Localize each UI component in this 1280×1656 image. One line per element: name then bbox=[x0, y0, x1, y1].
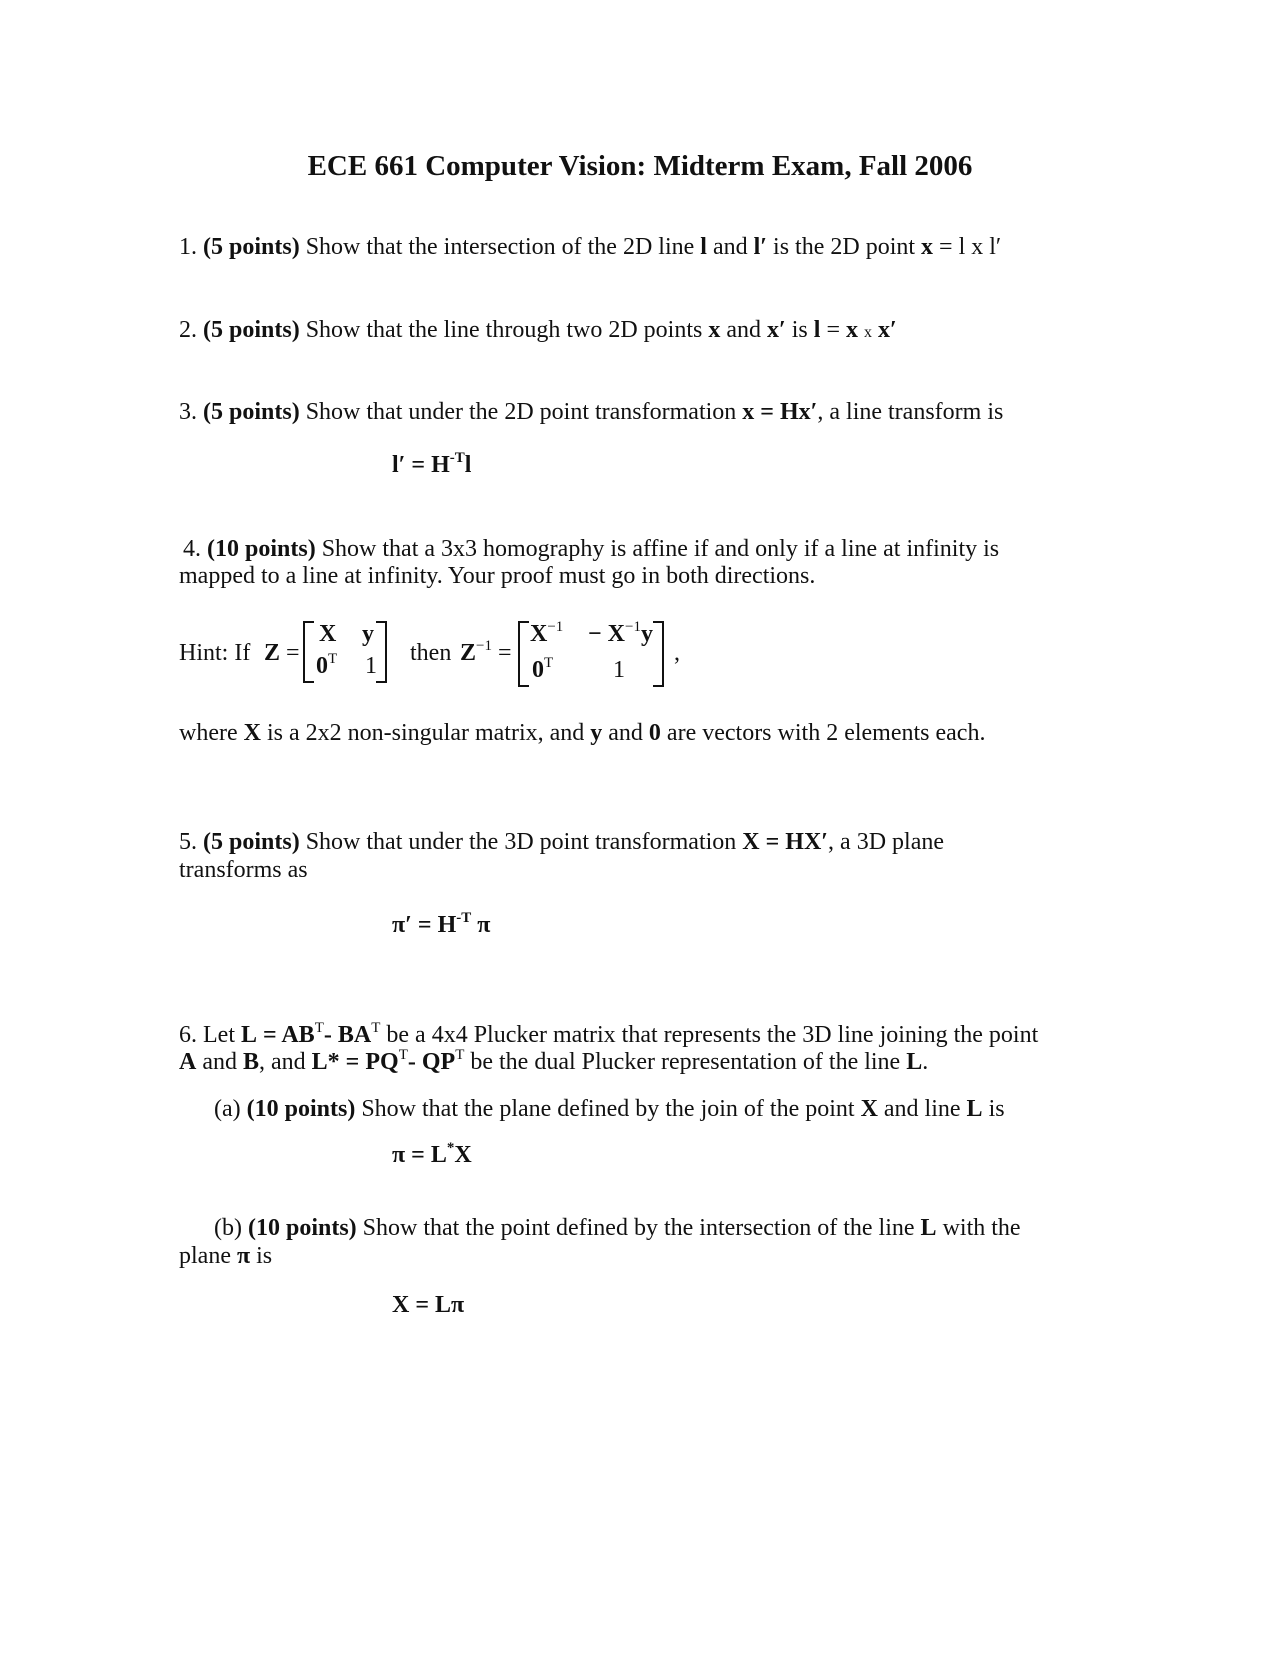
hint-zinv-sup: −1 bbox=[476, 638, 492, 654]
q6-B: B bbox=[243, 1049, 260, 1075]
q1-text: Show that the intersection of the 2D line bbox=[305, 234, 695, 260]
q4-hint-label: Hint: If bbox=[179, 640, 251, 666]
q5-points: (5 points) bbox=[203, 829, 300, 855]
q4-where-line bbox=[179, 719, 985, 747]
matrix-zinv-cell-a: X bbox=[530, 621, 548, 647]
matrix-z-left-bracket bbox=[303, 621, 314, 683]
q5-text: Show that under the 3D point transformation bbox=[305, 829, 737, 855]
question-6a bbox=[214, 1095, 1005, 1123]
matrix-z-cell-c: 0 bbox=[316, 653, 328, 679]
matrix-zinv-cell-a-sup: −1 bbox=[547, 619, 564, 635]
matrix-zinv-cell-d: 1 bbox=[613, 657, 625, 683]
q6-L-end: L bbox=[906, 1049, 923, 1075]
q6-text-c: be the dual Plucker representation of the line bbox=[470, 1049, 901, 1075]
q6a-eq-lhs: π = L bbox=[392, 1142, 447, 1168]
matrix-zinv-cell-b-post: y bbox=[640, 621, 653, 647]
q2-eq-l: l bbox=[813, 317, 821, 343]
q2-eq-x: x bbox=[845, 317, 858, 343]
q6b-label: (b) bbox=[214, 1215, 242, 1241]
q6-number: 6. bbox=[179, 1022, 197, 1048]
q6b-plane: plane bbox=[179, 1243, 231, 1269]
where-b: is a 2x2 non-singular matrix, and bbox=[266, 720, 585, 746]
q6-minus1: - BA bbox=[323, 1022, 372, 1048]
q6-A: A bbox=[179, 1049, 197, 1075]
q5-eq-sup: -T bbox=[456, 910, 472, 926]
q6-minus2: - QP bbox=[407, 1049, 456, 1075]
q6a-eq-sup: * bbox=[446, 1140, 455, 1156]
matrix-z-cell-b: y bbox=[362, 621, 374, 647]
q4-points: (10 points) bbox=[207, 536, 316, 562]
matrix-zinv-cell-c: 0 bbox=[532, 657, 544, 683]
matrix-zinv-cell-b-pre: − X bbox=[588, 621, 626, 647]
q1-eq-rest: = l x l′ bbox=[939, 234, 1002, 260]
q6-sup-t3: T bbox=[398, 1047, 408, 1063]
matrix-zinv-cell-c-sup: T bbox=[544, 655, 554, 671]
q2-point-xprime: x′ bbox=[767, 317, 786, 343]
q3-inline-equation: x = Hx′ bbox=[742, 399, 818, 425]
hint-eq-1: = bbox=[286, 640, 300, 666]
q6a-eq-rhs: X bbox=[454, 1142, 472, 1168]
q6a-and-line: and line bbox=[883, 1096, 961, 1122]
q1-points: (5 points) bbox=[203, 234, 300, 260]
matrix-z-right-bracket bbox=[376, 621, 387, 683]
q5-inline-equation: X = HX′ bbox=[742, 829, 829, 855]
hint-z-symbol: Z bbox=[264, 640, 281, 666]
q4-hint-then: then bbox=[410, 640, 452, 666]
q3-text: Show that under the 2D point transformation bbox=[305, 399, 737, 425]
q6b-points: (10 points) bbox=[247, 1215, 357, 1241]
where-0: 0 bbox=[648, 720, 661, 746]
q5-text-b: , a 3D plane bbox=[828, 829, 945, 855]
where-and: and bbox=[608, 720, 643, 746]
matrix-zinv-right-bracket bbox=[653, 621, 664, 687]
q1-line-lprime: l′ bbox=[753, 234, 768, 260]
q6b-with-the: with the bbox=[942, 1215, 1021, 1241]
q6-sup-t1: T bbox=[314, 1020, 324, 1036]
q4-text-line2: mapped to a line at infinity. Your proof must go in both directions. bbox=[179, 563, 816, 589]
q1-text-b: is the 2D point bbox=[773, 234, 916, 260]
q5-display-equation bbox=[392, 912, 490, 939]
q6a-L: L bbox=[966, 1096, 983, 1122]
q6-Lstar: L* = PQ bbox=[311, 1049, 399, 1075]
q4-text-line1: Show that a 3x3 homography is affine if and only if a line at infinity is bbox=[321, 536, 1000, 562]
q5-number: 5. bbox=[179, 829, 197, 855]
q3-number: 3. bbox=[179, 399, 197, 425]
q4-number: 4. bbox=[183, 536, 201, 562]
hint-matrix-z bbox=[303, 621, 387, 683]
q2-point-x: x bbox=[708, 317, 721, 343]
q4-hint-zinv bbox=[460, 639, 512, 667]
q2-number: 2. bbox=[179, 317, 197, 343]
matrix-z-cell-a: X bbox=[319, 621, 337, 647]
q2-and: and bbox=[726, 317, 761, 343]
q2-text: Show that the line through two 2D points bbox=[305, 317, 703, 343]
q6a-label: (a) bbox=[214, 1096, 241, 1122]
q2-points: (5 points) bbox=[203, 317, 300, 343]
question-4 bbox=[183, 535, 999, 563]
q1-eq-x: x bbox=[921, 234, 934, 260]
q6b-text: Show that the point defined by the intersection of the line bbox=[362, 1215, 915, 1241]
matrix-zinv-left-bracket bbox=[518, 621, 529, 687]
question-3 bbox=[179, 398, 1003, 426]
q2-eq-sign: = bbox=[826, 317, 840, 343]
matrix-zinv-cell-b-sup: −1 bbox=[625, 619, 641, 635]
q6-eq1: = AB bbox=[263, 1022, 315, 1048]
q6b-L: L bbox=[920, 1215, 937, 1241]
q6-text-b: , and bbox=[259, 1049, 306, 1075]
q6a-text: Show that the plane defined by the join of the point bbox=[361, 1096, 855, 1122]
matrix-z-cell-c-sup: T bbox=[328, 651, 338, 667]
q6b-is: is bbox=[256, 1243, 273, 1269]
q6b-pi: π bbox=[236, 1243, 251, 1269]
q1-and: and bbox=[712, 234, 748, 260]
q6-L: L bbox=[240, 1022, 257, 1048]
hint-matrix-zinv bbox=[518, 621, 664, 687]
where-X: X bbox=[243, 720, 261, 746]
q2-eq-cross: x bbox=[863, 324, 872, 341]
q6-period: . bbox=[922, 1049, 929, 1075]
question-2 bbox=[179, 316, 897, 347]
hint-zinv-symbol: Z bbox=[460, 640, 477, 666]
question-6b-line2 bbox=[179, 1242, 272, 1270]
q4-hint-comma: , bbox=[674, 640, 680, 666]
q6a-points: (10 points) bbox=[246, 1096, 356, 1122]
question-6-line1 bbox=[179, 1021, 1038, 1049]
q6-and: and bbox=[202, 1049, 237, 1075]
question-5 bbox=[179, 828, 944, 856]
q6-sup-t2: T bbox=[371, 1020, 381, 1036]
q3-display-equation bbox=[392, 452, 471, 479]
exam-title: ECE 661 Computer Vision: Midterm Exam, Fall 2006 bbox=[307, 150, 973, 182]
q1-number: 1. bbox=[179, 234, 197, 260]
q6a-X: X bbox=[860, 1096, 878, 1122]
q6-let: Let bbox=[203, 1022, 235, 1048]
where-y: y bbox=[590, 720, 603, 746]
q2-is: is bbox=[791, 317, 808, 343]
q5-text-line2: transforms as bbox=[179, 857, 308, 883]
q3-eq-lhs: l′ = H bbox=[392, 452, 450, 478]
hint-eq-2: = bbox=[497, 640, 512, 666]
q3-points: (5 points) bbox=[203, 399, 300, 425]
q5-eq-lhs: π′ = H bbox=[392, 912, 457, 938]
where-a: where bbox=[179, 720, 238, 746]
matrix-z-cell-d: 1 bbox=[365, 653, 377, 679]
q4-hint-z bbox=[264, 639, 300, 667]
q6a-is: is bbox=[988, 1096, 1005, 1122]
question-1 bbox=[179, 233, 1001, 261]
q3-text-b: , a line transform is bbox=[817, 399, 1004, 425]
q6a-display-equation bbox=[392, 1142, 472, 1169]
q1-line-l: l bbox=[700, 234, 707, 260]
where-c: are vectors with 2 elements each. bbox=[666, 720, 986, 746]
question-6-line2 bbox=[179, 1048, 928, 1076]
q5-eq-rhs: π bbox=[477, 912, 491, 938]
q6-text-a: be a 4x4 Plucker matrix that represents the 3D line joining the point bbox=[386, 1022, 1039, 1048]
q6b-display-equation: X = Lπ bbox=[392, 1292, 465, 1318]
q3-eq-rhs: l bbox=[464, 452, 472, 478]
q2-eq-xprime: x′ bbox=[877, 317, 897, 343]
question-6b-line1 bbox=[214, 1214, 1021, 1242]
q3-eq-sup: -T bbox=[449, 450, 465, 466]
q6-sup-t4: T bbox=[455, 1047, 465, 1063]
